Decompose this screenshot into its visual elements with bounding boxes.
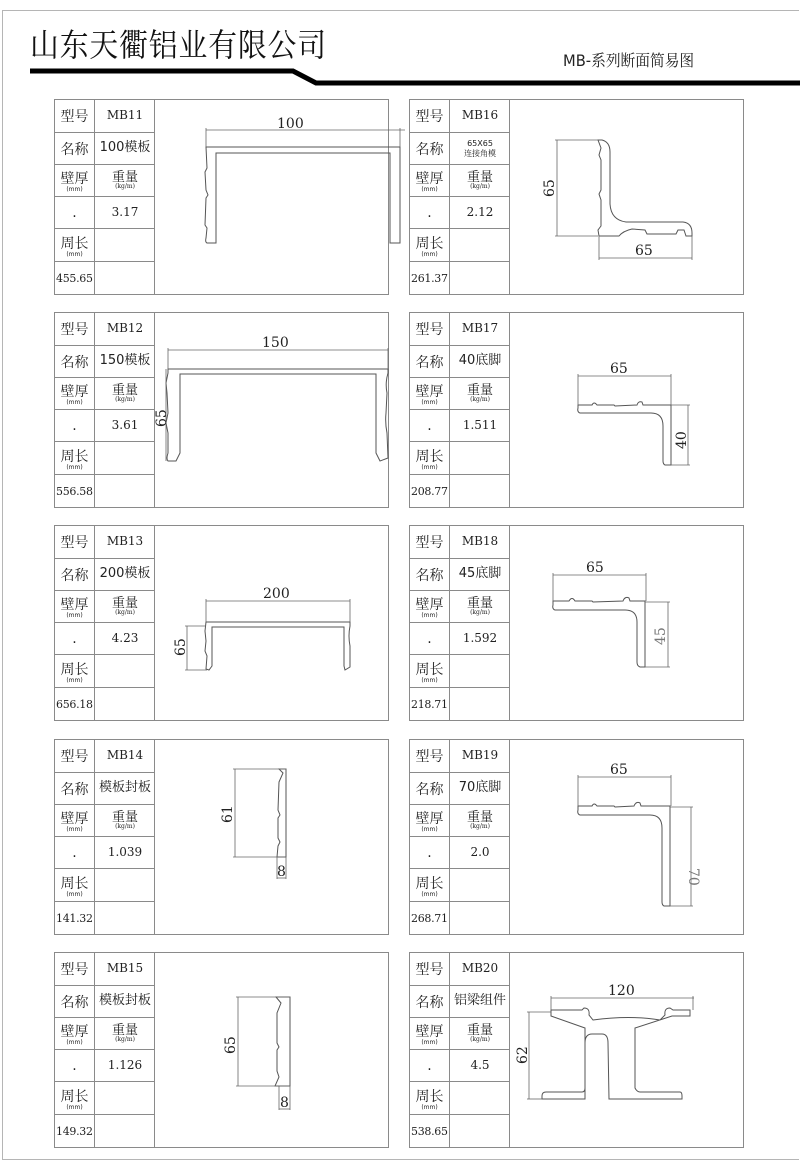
- weight-label: 重量: [466, 382, 493, 398]
- model-value: MB11: [106, 108, 144, 123]
- profile-drawing: [510, 740, 743, 934]
- weight-value: 1.126: [107, 1057, 143, 1072]
- label-model: 型号: [55, 100, 95, 132]
- height-dimension: 70: [685, 868, 701, 886]
- name-value: 模板封板: [98, 780, 151, 796]
- name-value: 100模板: [99, 140, 151, 156]
- weight-unit: (kg/m): [115, 823, 135, 831]
- profile-drawing: [510, 953, 743, 1147]
- profile-drawing: [155, 740, 388, 934]
- wall-value: .: [55, 1050, 95, 1081]
- wall-unit: (mm): [421, 399, 438, 406]
- label-model: 型号: [55, 953, 95, 985]
- wall-value: .: [55, 623, 95, 654]
- perimeter-unit: (mm): [421, 676, 438, 684]
- perimeter-label: 周长: [60, 448, 89, 465]
- perimeter-unit: (mm): [421, 890, 438, 898]
- name-line-1: 65X65: [467, 138, 493, 148]
- wall-unit: (mm): [66, 399, 83, 406]
- perimeter-value: 141.32: [55, 902, 95, 935]
- height-dimension: 62: [515, 1046, 531, 1064]
- profile-card-mb16: [409, 99, 744, 295]
- profile-drawing: [155, 313, 388, 507]
- width-dimension: 65: [610, 762, 628, 778]
- perimeter-unit: (mm): [421, 1103, 438, 1111]
- perimeter-label: 周长: [415, 448, 444, 465]
- height-dimension: 65: [154, 409, 170, 427]
- label-name: 名称: [55, 986, 95, 1017]
- wall-value: .: [410, 623, 450, 654]
- label-name: 名称: [410, 346, 450, 377]
- series-title: MB-系列断面简易图: [563, 51, 695, 70]
- model-value: MB18: [461, 534, 499, 549]
- model-value: MB12: [106, 321, 144, 336]
- wall-unit: (mm): [66, 826, 83, 833]
- label-model: 型号: [410, 953, 450, 985]
- width-dimension: 65: [610, 361, 628, 377]
- spec-table-divider: [410, 953, 510, 1147]
- name-value: 70底脚: [458, 780, 502, 796]
- perimeter-value: 208.77: [410, 475, 450, 508]
- wall-label: 壁厚: [415, 171, 444, 187]
- wall-unit: (mm): [421, 1039, 438, 1046]
- spec-table-divider: [410, 526, 510, 720]
- wall-label: 壁厚: [415, 384, 444, 400]
- wall-label: 壁厚: [415, 597, 444, 613]
- wall-value: .: [55, 837, 95, 868]
- perimeter-value: 268.71: [410, 902, 450, 935]
- weight-value: 3.17: [111, 204, 139, 219]
- weight-unit: (kg/m): [470, 396, 490, 404]
- weight-value: 3.61: [111, 417, 139, 432]
- wall-value: .: [410, 197, 450, 228]
- name-value: 铝梁组件: [453, 993, 506, 1009]
- perimeter-unit: (mm): [66, 250, 83, 258]
- model-value: MB13: [106, 534, 144, 549]
- wall-unit: (mm): [421, 826, 438, 833]
- name-line-2: 连接角模: [464, 148, 496, 158]
- perimeter-value: 538.65: [410, 1115, 450, 1148]
- spec-table-divider: [410, 740, 510, 934]
- profile-card-mb18: [409, 525, 744, 721]
- weight-value: 1.592: [462, 630, 498, 645]
- wall-value: .: [410, 1050, 450, 1081]
- label-model: 型号: [55, 526, 95, 558]
- wall-unit: (mm): [421, 186, 438, 193]
- perimeter-unit: (mm): [66, 890, 83, 898]
- height-dimension: 65: [173, 638, 189, 656]
- label-name: 名称: [410, 773, 450, 804]
- label-name: 名称: [55, 559, 95, 590]
- profile-card-mb12: [54, 312, 389, 508]
- label-name: 名称: [410, 986, 450, 1017]
- wall-unit: (mm): [66, 612, 83, 619]
- width-dimension: 65: [635, 243, 653, 259]
- weight-label: 重量: [111, 169, 138, 185]
- model-value: MB17: [461, 321, 499, 336]
- wall-value: .: [55, 410, 95, 441]
- weight-unit: (kg/m): [470, 609, 490, 617]
- wall-label: 壁厚: [60, 171, 89, 187]
- weight-label: 重量: [466, 595, 493, 611]
- width-dimension: 65: [586, 560, 604, 576]
- model-value: MB15: [106, 961, 144, 976]
- weight-label: 重量: [466, 169, 493, 185]
- width-dimension: 150: [262, 335, 289, 351]
- perimeter-label: 周长: [60, 661, 89, 678]
- height-dimension: 40: [674, 431, 690, 449]
- label-name: 名称: [410, 133, 450, 164]
- name-value: 45底脚: [458, 566, 502, 582]
- perimeter-value: 656.18: [55, 688, 95, 721]
- wall-value: .: [410, 837, 450, 868]
- label-name: 名称: [55, 133, 95, 164]
- name-value: 40底脚: [458, 353, 502, 369]
- model-value: MB14: [106, 748, 144, 763]
- weight-label: 重量: [111, 595, 138, 611]
- name-value: 模板封板: [98, 993, 151, 1009]
- profile-drawing: [510, 100, 743, 294]
- label-model: 型号: [410, 313, 450, 345]
- perimeter-label: 周长: [415, 875, 444, 892]
- thickness-dimension: 8: [277, 864, 286, 880]
- profile-drawing: [155, 100, 388, 294]
- profile-card-mb15: [54, 952, 389, 1148]
- profile-drawing: [155, 526, 388, 720]
- width-dimension: 100: [277, 116, 304, 132]
- perimeter-value: 261.37: [410, 262, 450, 295]
- wall-label: 壁厚: [60, 384, 89, 400]
- model-value: MB20: [461, 961, 499, 976]
- wall-label: 壁厚: [60, 597, 89, 613]
- spec-table-divider: [55, 526, 155, 720]
- perimeter-label: 周长: [415, 1088, 444, 1105]
- model-value: MB19: [461, 748, 499, 763]
- weight-unit: (kg/m): [115, 1036, 135, 1044]
- profile-card-mb17: [409, 312, 744, 508]
- weight-value: 2.12: [466, 204, 494, 219]
- label-name: 名称: [410, 559, 450, 590]
- weight-unit: (kg/m): [470, 183, 490, 191]
- perimeter-value: 556.58: [55, 475, 95, 508]
- weight-unit: (kg/m): [470, 823, 490, 831]
- profile-card-mb14: [54, 739, 389, 935]
- thickness-dimension: 8: [280, 1095, 289, 1111]
- perimeter-value: 218.71: [410, 688, 450, 721]
- weight-unit: (kg/m): [115, 396, 135, 404]
- weight-label: 重量: [466, 809, 493, 825]
- perimeter-value: 149.32: [55, 1115, 95, 1148]
- spec-table-divider: [410, 100, 510, 294]
- perimeter-unit: (mm): [421, 250, 438, 258]
- profile-drawing: [510, 313, 743, 507]
- spec-table-divider: [55, 100, 155, 294]
- weight-label: 重量: [111, 382, 138, 398]
- perimeter-unit: (mm): [66, 463, 83, 471]
- weight-label: 重量: [111, 1022, 138, 1038]
- wall-label: 壁厚: [415, 811, 444, 827]
- perimeter-label: 周长: [415, 661, 444, 678]
- height-dimension: 65: [542, 179, 558, 197]
- wall-unit: (mm): [66, 1039, 83, 1046]
- model-value: MB16: [461, 108, 499, 123]
- profile-drawing: [510, 526, 743, 720]
- height-dimension: 45: [653, 627, 669, 645]
- wall-value: .: [410, 410, 450, 441]
- weight-value: 2.0: [470, 844, 490, 859]
- profile-card-mb19: [409, 739, 744, 935]
- profile-card-mb13: [54, 525, 389, 721]
- label-model: 型号: [410, 526, 450, 558]
- perimeter-unit: (mm): [66, 1103, 83, 1111]
- weight-value: 1.511: [462, 417, 498, 432]
- label-name: 名称: [55, 346, 95, 377]
- spec-table-divider: [410, 313, 510, 507]
- perimeter-unit: (mm): [421, 463, 438, 471]
- weight-value: 1.039: [107, 844, 143, 859]
- weight-unit: (kg/m): [115, 609, 135, 617]
- weight-unit: (kg/m): [115, 183, 135, 191]
- weight-label: 重量: [111, 809, 138, 825]
- weight-label: 重量: [466, 1022, 493, 1038]
- weight-unit: (kg/m): [470, 1036, 490, 1044]
- perimeter-label: 周长: [60, 1088, 89, 1105]
- perimeter-value: 455.65: [55, 262, 95, 295]
- wall-label: 壁厚: [60, 1024, 89, 1040]
- wall-unit: (mm): [66, 186, 83, 193]
- company-title: 山东天衢铝业有限公司: [30, 26, 328, 64]
- profile-drawing: [155, 953, 388, 1147]
- label-model: 型号: [410, 740, 450, 772]
- profile-card-mb20: [409, 952, 744, 1148]
- height-dimension: 65: [223, 1036, 239, 1054]
- perimeter-unit: (mm): [66, 676, 83, 684]
- name-value: 150模板: [99, 353, 151, 369]
- weight-value: 4.5: [470, 1057, 490, 1072]
- spec-table-divider: [55, 953, 155, 1147]
- label-name: 名称: [55, 773, 95, 804]
- perimeter-label: 周长: [60, 875, 89, 892]
- weight-value: 4.23: [111, 630, 139, 645]
- label-model: 型号: [55, 740, 95, 772]
- perimeter-label: 周长: [60, 235, 89, 252]
- spec-table-divider: [55, 740, 155, 934]
- wall-label: 壁厚: [415, 1024, 444, 1040]
- wall-label: 壁厚: [60, 811, 89, 827]
- label-model: 型号: [55, 313, 95, 345]
- width-dimension: 120: [608, 983, 635, 999]
- profile-card-mb11: [54, 99, 389, 295]
- label-model: 型号: [410, 100, 450, 132]
- spec-table-divider: [55, 313, 155, 507]
- width-dimension: 200: [263, 586, 290, 602]
- wall-value: .: [55, 197, 95, 228]
- name-value: 200模板: [99, 566, 151, 582]
- height-dimension: 61: [220, 805, 236, 823]
- wall-unit: (mm): [421, 612, 438, 619]
- perimeter-label: 周长: [415, 235, 444, 252]
